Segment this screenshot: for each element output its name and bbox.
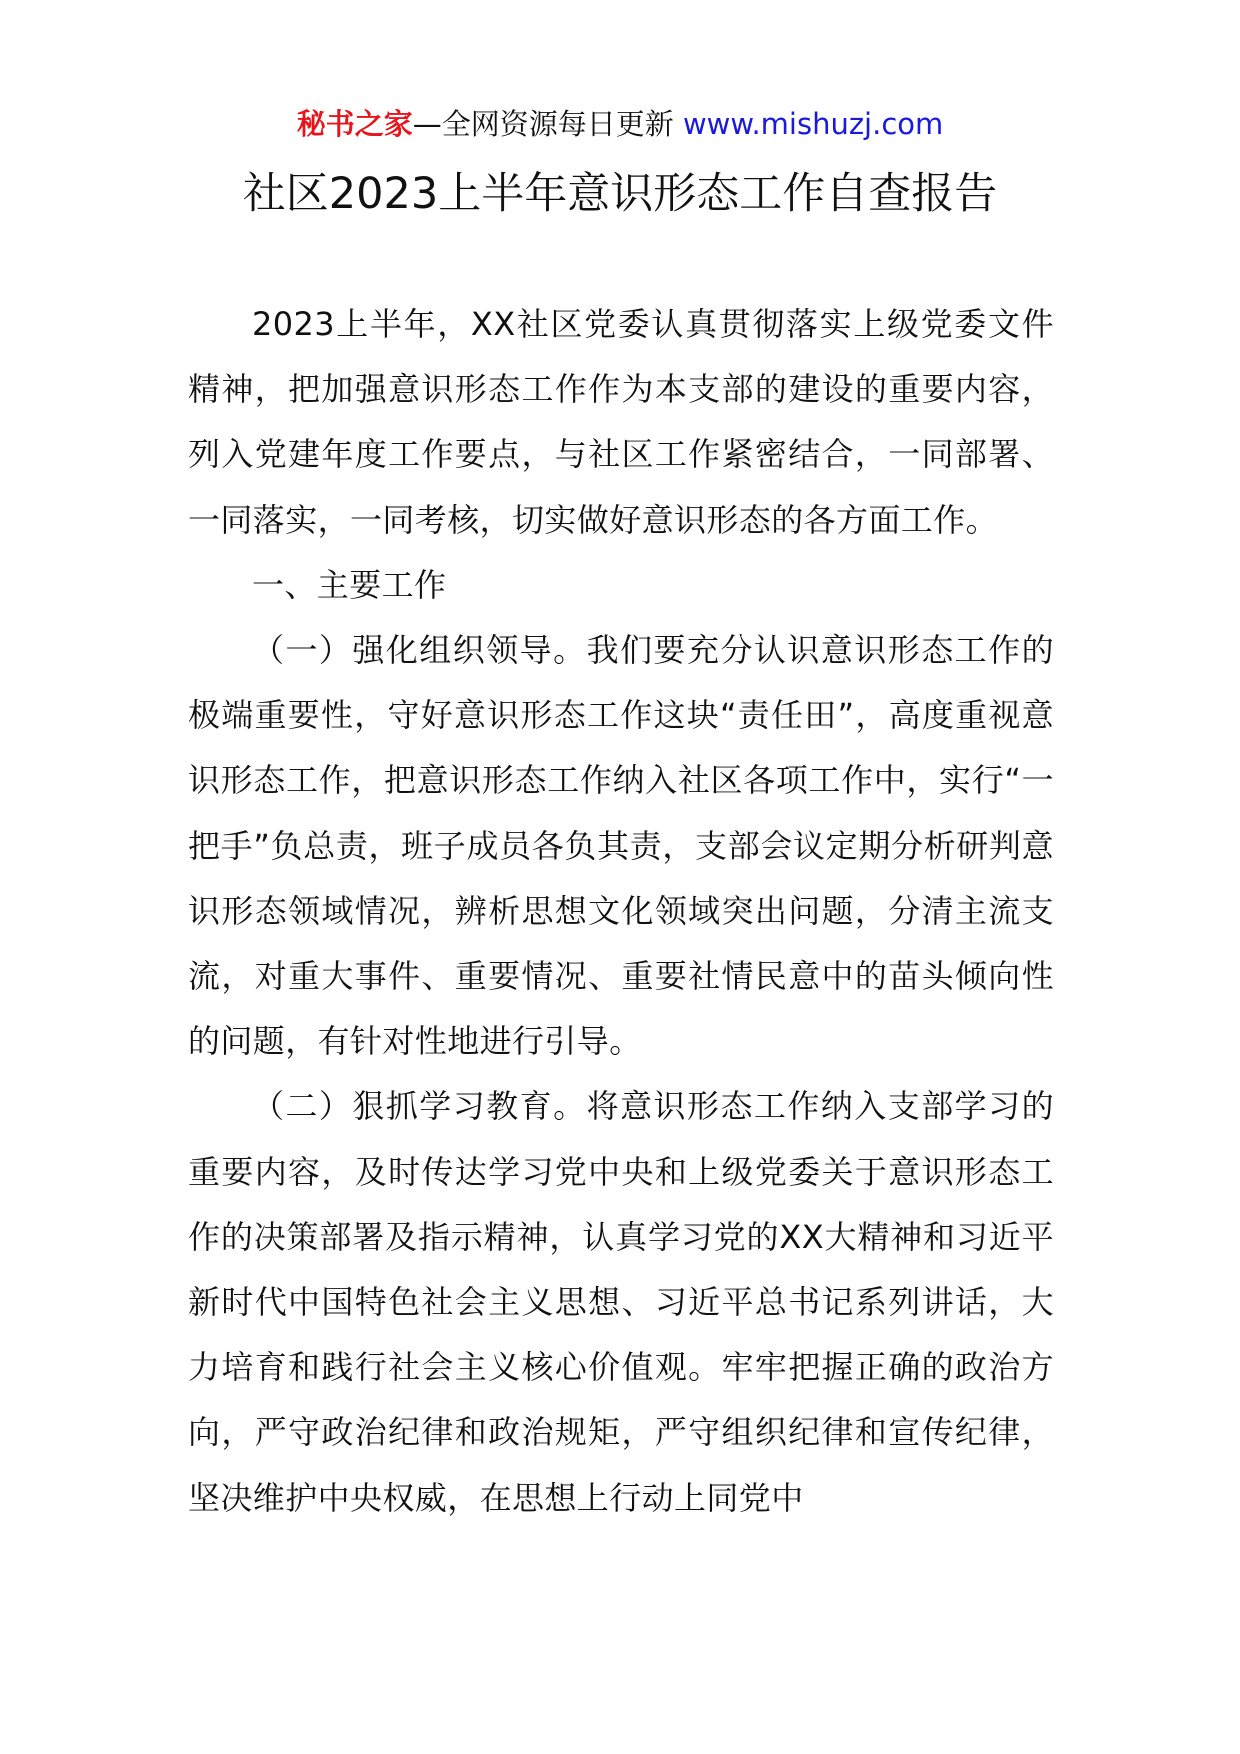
paragraph-study-education: （二）狠抓学习教育。将意识形态工作纳入支部学习的重要内容，及时传达学习党中央和上级党委关于意识形态工作的决策部署及指示精神，认真学习党的XX大精神和习近平新时代中国特色社会主义思想、习近平总书记系列讲话，大力培育和践行社会主义核心价值观。牢牢把握正确的政治方向，严守政治纪律和政治规矩，严守组织纪律和宣传纪律，坚决维护中央权威，在思想上行动上同党中: [188, 1087, 1054, 1517]
document-body: [188, 292, 1054, 1531]
section-heading-main-work: 一、主要工作: [252, 565, 447, 604]
paragraph-intro: 2023上半年，XX社区党委认真贯彻落实上级党委文件精神，把加强意识形态工作作为本支部的建设的重要内容，列入党建年度工作要点，与社区工作紧密结合，一同部署、一同落实，一同考核，切实做好意识形态的各方面工作。: [188, 305, 1054, 539]
document-title: 社区2023上半年意识形态工作自查报告: [242, 169, 998, 219]
paragraph-organization-leadership: （一）强化组织领导。我们要充分认识意识形态工作的极端重要性，守好意识形态工作这块“责任田”，高度重视意识形态工作，把意识形态工作纳入社区各项工作中，实行“一把手”负总责，班子成员各负其责，支部会议定期分析研判意识形态领域情况，辨析思想文化领域突出问题，分清主流支流，对重大事件、重要情况、重要社情民意中的苗头倾向性的问题，有针对性地进行引导。: [188, 631, 1054, 1061]
site-header: [0, 104, 1240, 144]
brand-name: 秘书之家: [296, 107, 413, 141]
site-url-link[interactable]: www.mishuzj.com: [682, 107, 944, 141]
header-tagline: —全网资源每日更新: [412, 107, 674, 141]
